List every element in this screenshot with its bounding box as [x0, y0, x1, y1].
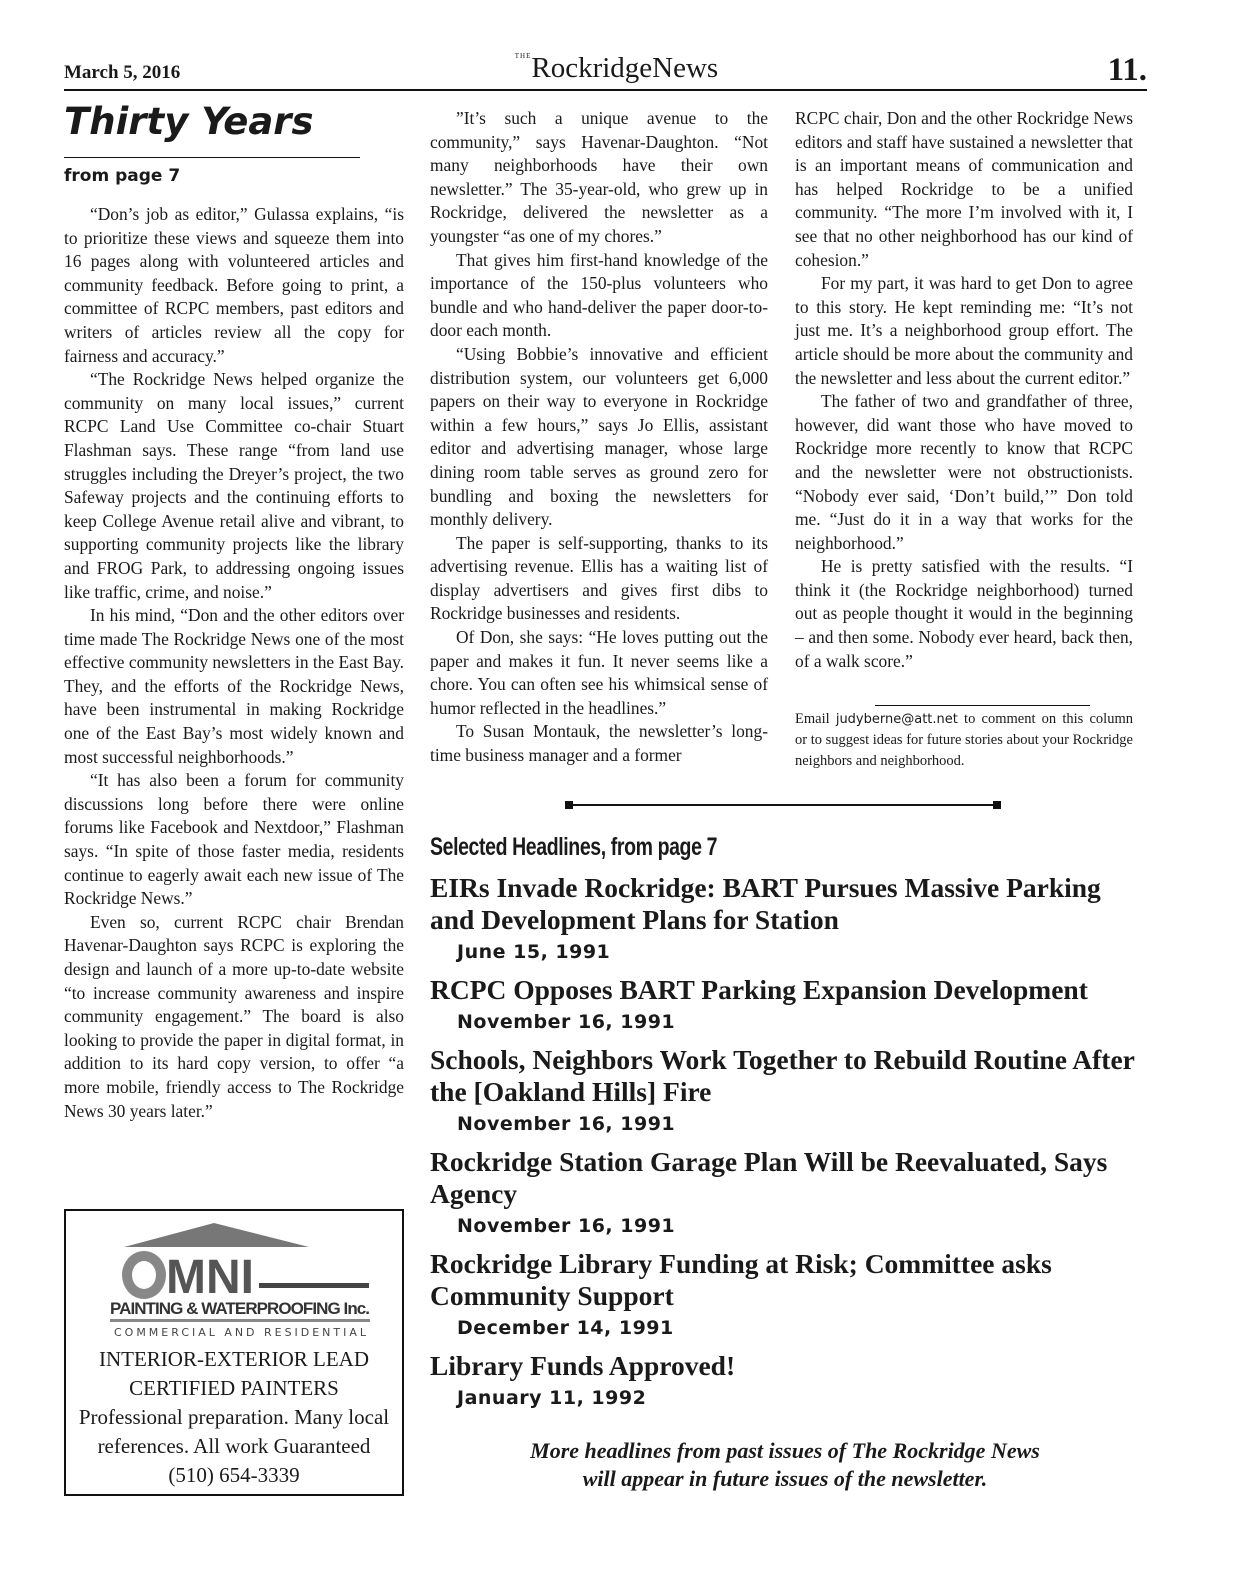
- ad-line: Professional preparation. Many local: [78, 1405, 390, 1429]
- email-rule: [875, 705, 1090, 706]
- paragraph: ”It’s such a unique avenue to the community,” says Havenar-Daughton. “Not many neighborhoods have their own newsletter.” The 35-year-old, who grew up in Rockridge, delivered the newsletter as a youngster “as one of my chores.”: [430, 108, 768, 246]
- email-suffix: to comment on this column or to suggest ideas for future stories about your Rockridge neighbors and neighborhood.: [795, 711, 1133, 769]
- headline-item: [430, 974, 1140, 1038]
- paragraph: In his mind, “Don and the other editors over time made The Rockridge News one of the most effective community newsletters in the East Bay. They, and the efforts of the Rockridge News, have been instrumental in making Rockridge one of the East Bay’s most widely known and most successful neighborhoods.”: [64, 605, 404, 767]
- paragraph: The paper is self-supporting, thanks to its advertising revenue. Ellis has a waiting list of display advertisers and gives first dibs to Rockridge businesses and residents.: [430, 532, 768, 624]
- paragraph: To Susan Montauk, the newsletter’s long-time business manager and a former: [430, 721, 768, 766]
- page-number: 11.: [1107, 52, 1147, 88]
- headline: RCPC Opposes BART Parking Expansion Development: [430, 974, 1088, 1005]
- headline: Rockridge Library Funding at Risk; Committee asks Community Support: [430, 1248, 1052, 1311]
- headline-item: [430, 872, 1140, 968]
- paragraph: Even so, current RCPC chair Brendan Havenar-Daughton says RCPC is exploring the design and launch of a more up-to-date website “to increase community awareness and inspire community engagement.” The board is also looking to provide the paper in digital format, in addition to its hard copy version, to offer “a more mobile, friendly access to The Rockridge News 30 years later.”: [64, 911, 404, 1121]
- email-prefix: Email: [795, 711, 836, 727]
- title-rule: [64, 157, 360, 158]
- header-rule: [64, 89, 1147, 91]
- headline-date: June 15, 1991: [457, 941, 611, 963]
- paragraph: “Using Bobbie’s innovative and efficient distribution system, our volunteers get 6,000 papers on their way to everyone in Rockridge within a few hours,” says Jo Ellis, assistant editor and advertising manager, whose large dining room table serves as ground zero for bundling and boxing the newsletters for monthly delivery.: [430, 343, 768, 530]
- article-column-3: [795, 107, 1133, 673]
- headline-date: January 11, 1992: [457, 1387, 647, 1409]
- headline: Schools, Neighbors Work Together to Rebuild Routine After the [Oakland Hills] Fire: [430, 1044, 1135, 1107]
- paragraph: The father of two and grandfather of three, however, did want those who have moved to Rockridge more recently to know that RCPC and the newsletter were not obstructionists. “Nobody ever said, ‘Don’t build,’” Don told me. “Just do it in a way that works for the neighborhood.”: [795, 391, 1133, 553]
- more-headlines-note: [430, 1437, 1140, 1493]
- headline-date: December 14, 1991: [457, 1317, 674, 1339]
- omni-logo: [94, 1219, 374, 1339]
- headline-date: November 16, 1991: [457, 1011, 676, 1033]
- paragraph: Of Don, she says: “He loves putting out the paper and makes it fun. It never seems like a chore. You can often see his whimsical sense of humor reflected in the headlines.”: [430, 627, 768, 718]
- headline: Rockridge Station Garage Plan Will be Reevaluated, Says Agency: [430, 1146, 1108, 1209]
- masthead: [0, 52, 1233, 85]
- email-link[interactable]: judyberne@att.net: [835, 712, 958, 727]
- headlines-title: Selected Headlines, from page 7: [430, 833, 718, 861]
- logo-sub: COMMERCIAL AND RESIDENTIAL: [114, 1326, 369, 1339]
- headline: EIRs Invade Rockridge: BART Pursues Massive Parking and Development Plans for Station: [430, 872, 1101, 935]
- masthead-prefix: THE: [514, 52, 532, 60]
- headline-item: [430, 1044, 1140, 1140]
- paragraph: He is pretty satisfied with the results. “I think it (the Rockridge neighborhood) turned out as people thought it would in the beginning – and then some. Nobody ever heard, back then, of a walk score.”: [795, 556, 1133, 671]
- headline-list: [430, 872, 1140, 1420]
- more-line-2: will appear in future issues of the newsletter.: [582, 1466, 988, 1491]
- paragraph: That gives him first-hand knowledge of the importance of the 150-plus volunteers who bundle and who hand-deliver the paper door-to-door each month.: [430, 249, 768, 341]
- paragraph: “Don’s job as editor,” Gulassa explains, “is to prioritize these views and squeeze them into 16 pages along with volunteered articles and community feedback. Before going to print, a committee of RCPC members, past editors and writers of articles review all the copy for fairness and accuracy.”: [64, 204, 404, 366]
- ad-copy: [66, 1345, 402, 1490]
- article-column-2: [430, 107, 768, 768]
- paragraph: “The Rockridge News helped organize the community on many local issues,” current RCPC Land Use Committee co-chair Stuart Flashman says. These range “from land use struggles including the Dreyer’s project, the two Safeway projects and the continuing efforts to keep College Avenue retail alive and vibrant, to supporting community projects like the library and FROG Park, to addressing ongoing issues like traffic, crime, and noise.”: [64, 369, 404, 602]
- headline-date: November 16, 1991: [457, 1215, 676, 1237]
- more-line-1: More headlines from past issues of The Rockridge News: [530, 1438, 1040, 1463]
- article-subtitle: from page 7: [64, 166, 181, 186]
- paragraph: RCPC chair, Don and the other Rockridge News editors and staff have sustained a newsletter that is an important means of communication and has helped Rockridge to be a unified community. “The more I’m involved with it, I see that no other neighborhood has our kind of cohesion.”: [795, 108, 1133, 270]
- ad-line: references. All work Guaranteed: [97, 1434, 371, 1458]
- issue-date: March 5, 2016: [64, 62, 181, 83]
- article-title: Thirty Years: [64, 100, 314, 143]
- ad-line: CERTIFIED PAINTERS: [129, 1376, 339, 1400]
- article-column-1: [64, 203, 404, 1123]
- headline: Library Funds Approved!: [430, 1350, 736, 1381]
- paragraph: “It has also been a forum for community discussions long before there were online forums like Facebook and Nextdoor,” Flashman says. “In spite of those faster media, residents continue to eagerly await each new issue of The Rockridge News.”: [64, 770, 404, 909]
- headline-item: [430, 1350, 1140, 1414]
- email-note: [795, 709, 1133, 772]
- omni-painting-ad: [64, 1209, 404, 1496]
- ad-line: INTERIOR-EXTERIOR LEAD: [98, 1347, 370, 1371]
- masthead-title: RockridgeNews: [531, 52, 719, 84]
- headline-date: November 16, 1991: [457, 1113, 676, 1135]
- headline-item: [430, 1248, 1140, 1344]
- ad-phone: (510) 654-3339: [168, 1463, 300, 1487]
- logo-name: MNI: [166, 1251, 254, 1304]
- section-divider: [565, 804, 1001, 806]
- headline-item: [430, 1146, 1140, 1242]
- logo-line: PAINTING & WATERPROOFING Inc.: [110, 1299, 370, 1318]
- paragraph: For my part, it was hard to get Don to agree to this story. He kept reminding me: “It’s not just me. It’s a neighborhood group effort. The article should be more about the community and the newsletter and less about the current editor.”: [795, 273, 1133, 388]
